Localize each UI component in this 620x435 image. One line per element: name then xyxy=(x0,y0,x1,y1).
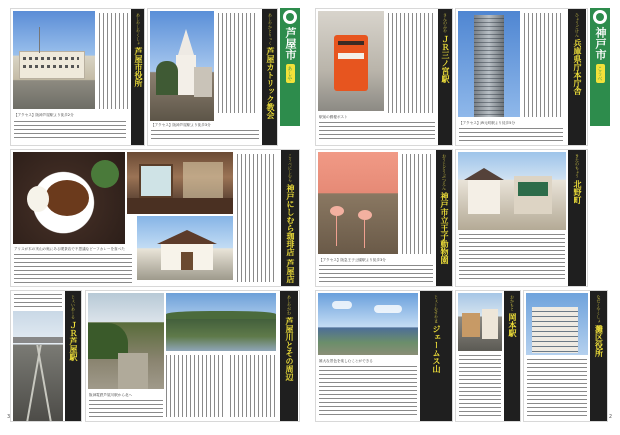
section-jr-ashiya xyxy=(10,290,82,422)
section-jamesyama xyxy=(315,290,453,422)
section-title: 芦屋カトリック教会 xyxy=(266,47,275,119)
section-title: 北野町 xyxy=(573,180,582,204)
caption-lines xyxy=(89,400,163,418)
photo-caption: 【アクセス】阪神芦屋駅より徒歩3分 xyxy=(151,123,211,127)
photo-caption: 駅前の郵便ポスト xyxy=(319,115,348,119)
section-title: 芦屋市役所 xyxy=(134,47,143,87)
section-kobe-city-hall xyxy=(455,8,588,146)
body-text xyxy=(402,154,432,254)
photo-church xyxy=(150,11,214,121)
section-title-bar: あしやしやくしょ 芦屋市役所 xyxy=(131,9,145,146)
section-oji-zoo xyxy=(315,149,453,287)
photo-flamingo xyxy=(318,152,398,254)
body-text-2 xyxy=(230,355,276,417)
page-number: 2 xyxy=(608,414,612,420)
caption-lines xyxy=(319,265,433,283)
photo-caption: 【アクセス】阪神芦屋駅より徒歩2分 xyxy=(14,113,74,117)
body-text xyxy=(99,13,129,109)
section-title-bar: じぇーむすやま ジェームス山 xyxy=(420,291,452,422)
city-name: 神戸市 xyxy=(594,27,607,60)
section-title: 岡本駅 xyxy=(508,313,517,337)
section-title-bar: さんのみや ＪＲ三ノ宮駅 xyxy=(438,9,452,146)
photo-caption: アリスが木の実山の奥にある喫茶店で不思議なビーフカレーを食べた xyxy=(14,247,125,251)
section-jr-sannomiya xyxy=(315,8,453,146)
photo-river-mountain xyxy=(166,293,276,351)
section-title: ジェームス山 xyxy=(432,325,441,373)
photo-cafe-interior xyxy=(127,152,233,214)
section-ashiya-river xyxy=(85,290,300,422)
section-ward-office xyxy=(523,290,608,422)
city-header-kobe xyxy=(590,8,610,126)
caption-lines xyxy=(319,122,435,140)
section-city-hall xyxy=(10,8,145,146)
section-title: 兵庫県庁本庁舎 xyxy=(573,39,582,95)
photo-city-hall xyxy=(13,11,95,109)
city-name: 芦屋市 xyxy=(284,27,297,60)
section-title-bar: きたのちょう 北野町 xyxy=(568,150,586,287)
photo-river-path xyxy=(88,293,164,389)
section-okamoto xyxy=(455,290,521,422)
section-title: 神戸市立王子動物園 xyxy=(440,192,449,264)
photo-curry xyxy=(13,152,125,244)
section-title: 灘区役所 xyxy=(594,325,604,357)
photo-postbox xyxy=(318,11,384,111)
left-page xyxy=(7,6,302,422)
caption-lines xyxy=(459,128,563,142)
city-tag: あしや xyxy=(286,66,293,81)
page-number: 3 xyxy=(7,414,11,420)
section-title: 神戸にしむら珈琲店 芦屋店 xyxy=(286,184,295,283)
caption-lines xyxy=(14,254,132,284)
photo-caption: 【アクセス】阪急王子公園駅より徒歩3分 xyxy=(319,258,386,262)
body-text xyxy=(388,13,434,113)
section-title-bar: おかもと 岡本駅 xyxy=(504,291,520,422)
city-header-ashiya xyxy=(280,8,300,126)
body-text xyxy=(237,154,277,282)
body-lines xyxy=(459,234,565,282)
city-emblem-icon xyxy=(283,10,297,24)
city-tag: こうべ xyxy=(596,66,603,81)
photo-jamesyama xyxy=(318,293,418,355)
body-lines xyxy=(459,355,501,419)
section-title-bar: おうじどうぶつえん 神戸市立王子動物園 xyxy=(436,150,452,287)
section-coffee-shop xyxy=(10,149,300,287)
section-title: ＪＲ芦屋駅 xyxy=(69,321,78,361)
section-title: ＪＲ三ノ宮駅 xyxy=(441,35,450,83)
photo-caption: 雄大な景色を楽しむことができる xyxy=(319,359,373,363)
caption-lines xyxy=(14,121,126,139)
section-title-bar: こうべにしむら 神戸にしむら珈琲店 芦屋店 xyxy=(281,150,299,287)
header-lines xyxy=(14,294,62,309)
section-title-bar: なだくやくしょ 灘区役所 xyxy=(590,291,607,422)
body-lines xyxy=(527,359,587,417)
section-title-bar: じぇいあーる ＪＲ芦屋駅 xyxy=(65,291,81,422)
body-text xyxy=(218,13,258,113)
section-kitano xyxy=(455,149,588,287)
photo-cafe-exterior xyxy=(137,216,233,280)
body-text xyxy=(166,355,226,417)
city-emblem-icon xyxy=(593,10,607,24)
section-title-bar: ひょうごけん 兵庫県庁本庁舎 xyxy=(568,9,586,146)
photo-tower xyxy=(458,11,520,117)
photo-ward-office xyxy=(526,293,588,355)
photo-station xyxy=(13,311,63,421)
body-text xyxy=(524,13,564,117)
section-title: 芦屋川とその周辺 xyxy=(285,317,294,381)
caption-lines xyxy=(151,130,259,142)
photo-caption: 阪神電鉄芦屋川駅から北へ xyxy=(89,393,133,397)
section-title-bar: あしやかとりっく 芦屋カトリック教会 xyxy=(262,9,278,146)
section-catholic-church xyxy=(147,8,278,146)
photo-kitano-houses xyxy=(458,152,566,230)
section-title-bar: あしやがわ 芦屋川とその周辺 xyxy=(280,291,298,422)
photo-okamoto xyxy=(458,293,502,351)
body-lines xyxy=(319,366,417,418)
right-page xyxy=(312,6,612,422)
photo-caption: 【アクセス】JR元町駅より徒歩5分 xyxy=(459,121,516,125)
